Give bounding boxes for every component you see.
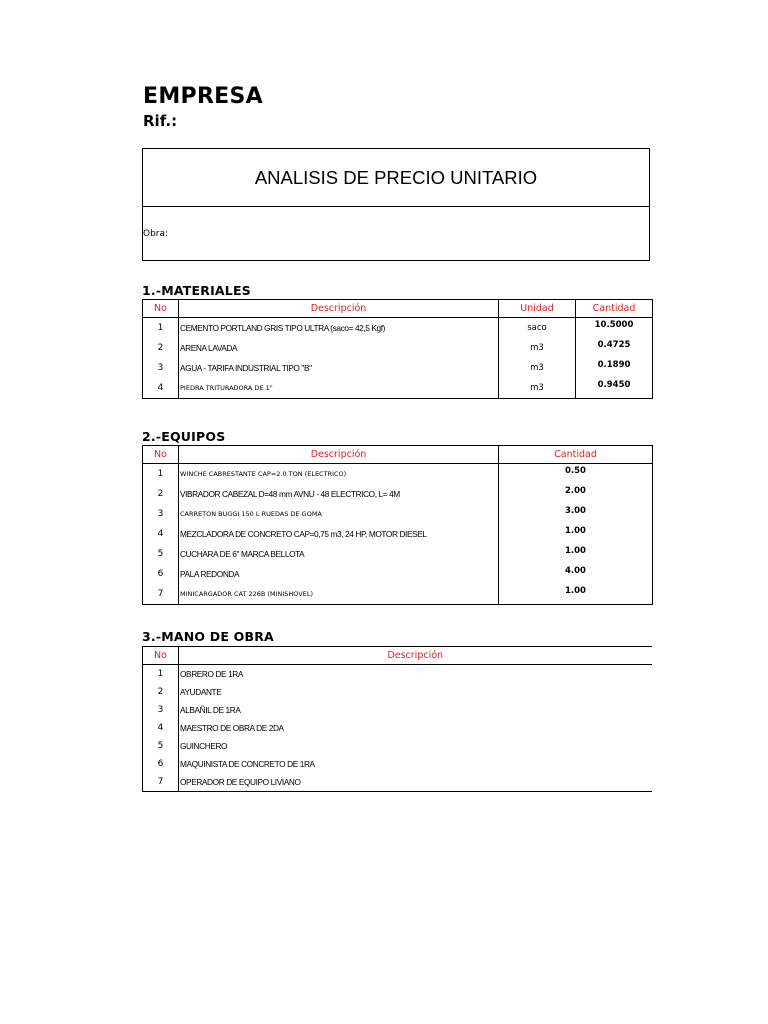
row-description: PALA REDONDA xyxy=(179,564,499,584)
header-box xyxy=(142,148,650,261)
row-unit: m3 xyxy=(499,338,576,358)
row-number: 3 xyxy=(143,358,179,378)
row-quantity: 0.1890 xyxy=(576,358,653,378)
row-number: 2 xyxy=(143,683,179,701)
rif-label: Rif.: xyxy=(143,112,178,130)
materiales-table xyxy=(142,299,653,399)
row-description: ALBAÑIL DE 1RA xyxy=(180,705,241,715)
row-number: 6 xyxy=(143,755,179,773)
row-description: OPERADOR DE EQUIPO LIVIANO xyxy=(179,773,652,792)
table-row xyxy=(143,755,652,773)
table-row xyxy=(143,524,653,544)
column-header-cantidad: Cantidad xyxy=(576,300,653,318)
obra-label: Obra: xyxy=(143,229,169,239)
row-description: CUCHARA DE 6" MARCA BELLOTA xyxy=(179,544,499,564)
row-quantity: 3.00 xyxy=(499,504,653,524)
row-unit: saco xyxy=(499,318,576,339)
row-quantity: 0.4725 xyxy=(576,338,653,358)
table-row xyxy=(143,564,653,584)
row-number: 6 xyxy=(143,564,179,584)
row-number: 5 xyxy=(143,737,179,755)
row-unit: m3 xyxy=(499,378,576,399)
table-row xyxy=(143,719,652,737)
row-quantity: 1.00 xyxy=(499,544,653,564)
row-quantity: 1.00 xyxy=(499,584,653,605)
section-title-equipos: 2.-EQUIPOS xyxy=(142,429,226,444)
row-number: 2 xyxy=(143,338,179,358)
row-number: 4 xyxy=(143,378,179,399)
row-number: 4 xyxy=(143,524,179,544)
table-row xyxy=(143,683,652,701)
column-header-descripcion: Descripción xyxy=(179,446,499,464)
row-number: 4 xyxy=(143,719,179,737)
row-number: 7 xyxy=(143,584,179,605)
table-row xyxy=(143,338,653,358)
column-header-descripcion: Descripción xyxy=(179,300,499,318)
row-description: ARENA LAVADA xyxy=(179,338,499,358)
row-number: 7 xyxy=(143,773,179,792)
row-number: 3 xyxy=(143,701,179,719)
table-header-row xyxy=(143,647,652,665)
document-title: ANALISIS DE PRECIO UNITARIO xyxy=(143,149,649,207)
company-name: EMPRESA xyxy=(143,84,263,109)
row-description: CARRETON BUGGI 150 L RUEDAS DE GOMA xyxy=(179,504,499,524)
table-row xyxy=(143,318,653,339)
column-header-no: No xyxy=(143,446,179,464)
row-description: OBRERO DE 1RA xyxy=(180,669,244,679)
row-unit: m3 xyxy=(499,358,576,378)
table-row xyxy=(143,504,653,524)
row-description: PIEDRA TRITURADORA DE 1" xyxy=(179,378,499,399)
row-number: 2 xyxy=(143,484,179,504)
row-quantity: 2.00 xyxy=(499,484,653,504)
row-quantity: 4.00 xyxy=(499,564,653,584)
row-number: 1 xyxy=(143,665,179,684)
section-title-materiales: 1.-MATERIALES xyxy=(142,283,251,298)
row-number: 1 xyxy=(143,464,179,485)
row-description: CEMENTO PORTLAND GRIS TIPO ULTRA (saco= 42,5 Kgf) xyxy=(179,318,499,339)
row-description: WINCHE CABRESTANTE CAP=2.0 TON (ELECTRICO) xyxy=(179,464,499,485)
row-number: 3 xyxy=(143,504,179,524)
column-header-cantidad: Cantidad xyxy=(499,446,653,464)
row-quantity: 1.00 xyxy=(499,524,653,544)
row-description: AYUDANTE xyxy=(180,687,222,697)
row-description: VIBRADOR CABEZAL D=48 mm AVNU - 48 ELECTRICO, L= 4M xyxy=(179,484,499,504)
row-quantity: 0.50 xyxy=(499,464,653,485)
section-title-mano-de-obra: 3.-MANO DE OBRA xyxy=(142,629,274,644)
row-number: 5 xyxy=(143,544,179,564)
table-row xyxy=(143,358,653,378)
table-row xyxy=(143,544,653,564)
row-number: 1 xyxy=(143,318,179,339)
row-description: MINICARGADOR CAT 226B (MINISHOVEL) xyxy=(179,584,499,605)
row-quantity: 10.5000 xyxy=(576,318,653,339)
column-header-no: No xyxy=(143,647,179,665)
row-quantity: 0.9450 xyxy=(576,378,653,399)
column-header-no: No xyxy=(143,300,179,318)
table-row xyxy=(143,584,653,605)
row-description: GUINCHERO xyxy=(180,741,228,751)
table-row xyxy=(143,665,652,684)
row-description: MAQUINISTA DE CONCRETO DE 1RA xyxy=(180,759,315,769)
row-description: MEZCLADORA DE CONCRETO CAP=0,75 m3, 24 HP, MOTOR DIESEL xyxy=(179,524,499,544)
table-row xyxy=(143,737,652,755)
table-header-row xyxy=(143,300,653,318)
table-row xyxy=(143,464,653,485)
row-description: MAESTRO DE OBRA DE 2DA xyxy=(180,723,284,733)
table-row xyxy=(143,701,652,719)
table-row xyxy=(143,378,653,399)
equipos-table xyxy=(142,445,653,605)
mano-obra-table xyxy=(142,646,652,792)
table-row xyxy=(143,484,653,504)
table-row xyxy=(143,773,652,792)
column-header-descripcion: Descripción xyxy=(179,647,652,665)
row-description: AGUA - TARIFA INDUSTRIAL TIPO "B" xyxy=(179,358,499,378)
table-header-row xyxy=(143,446,653,464)
column-header-unidad: Unidad xyxy=(499,300,576,318)
